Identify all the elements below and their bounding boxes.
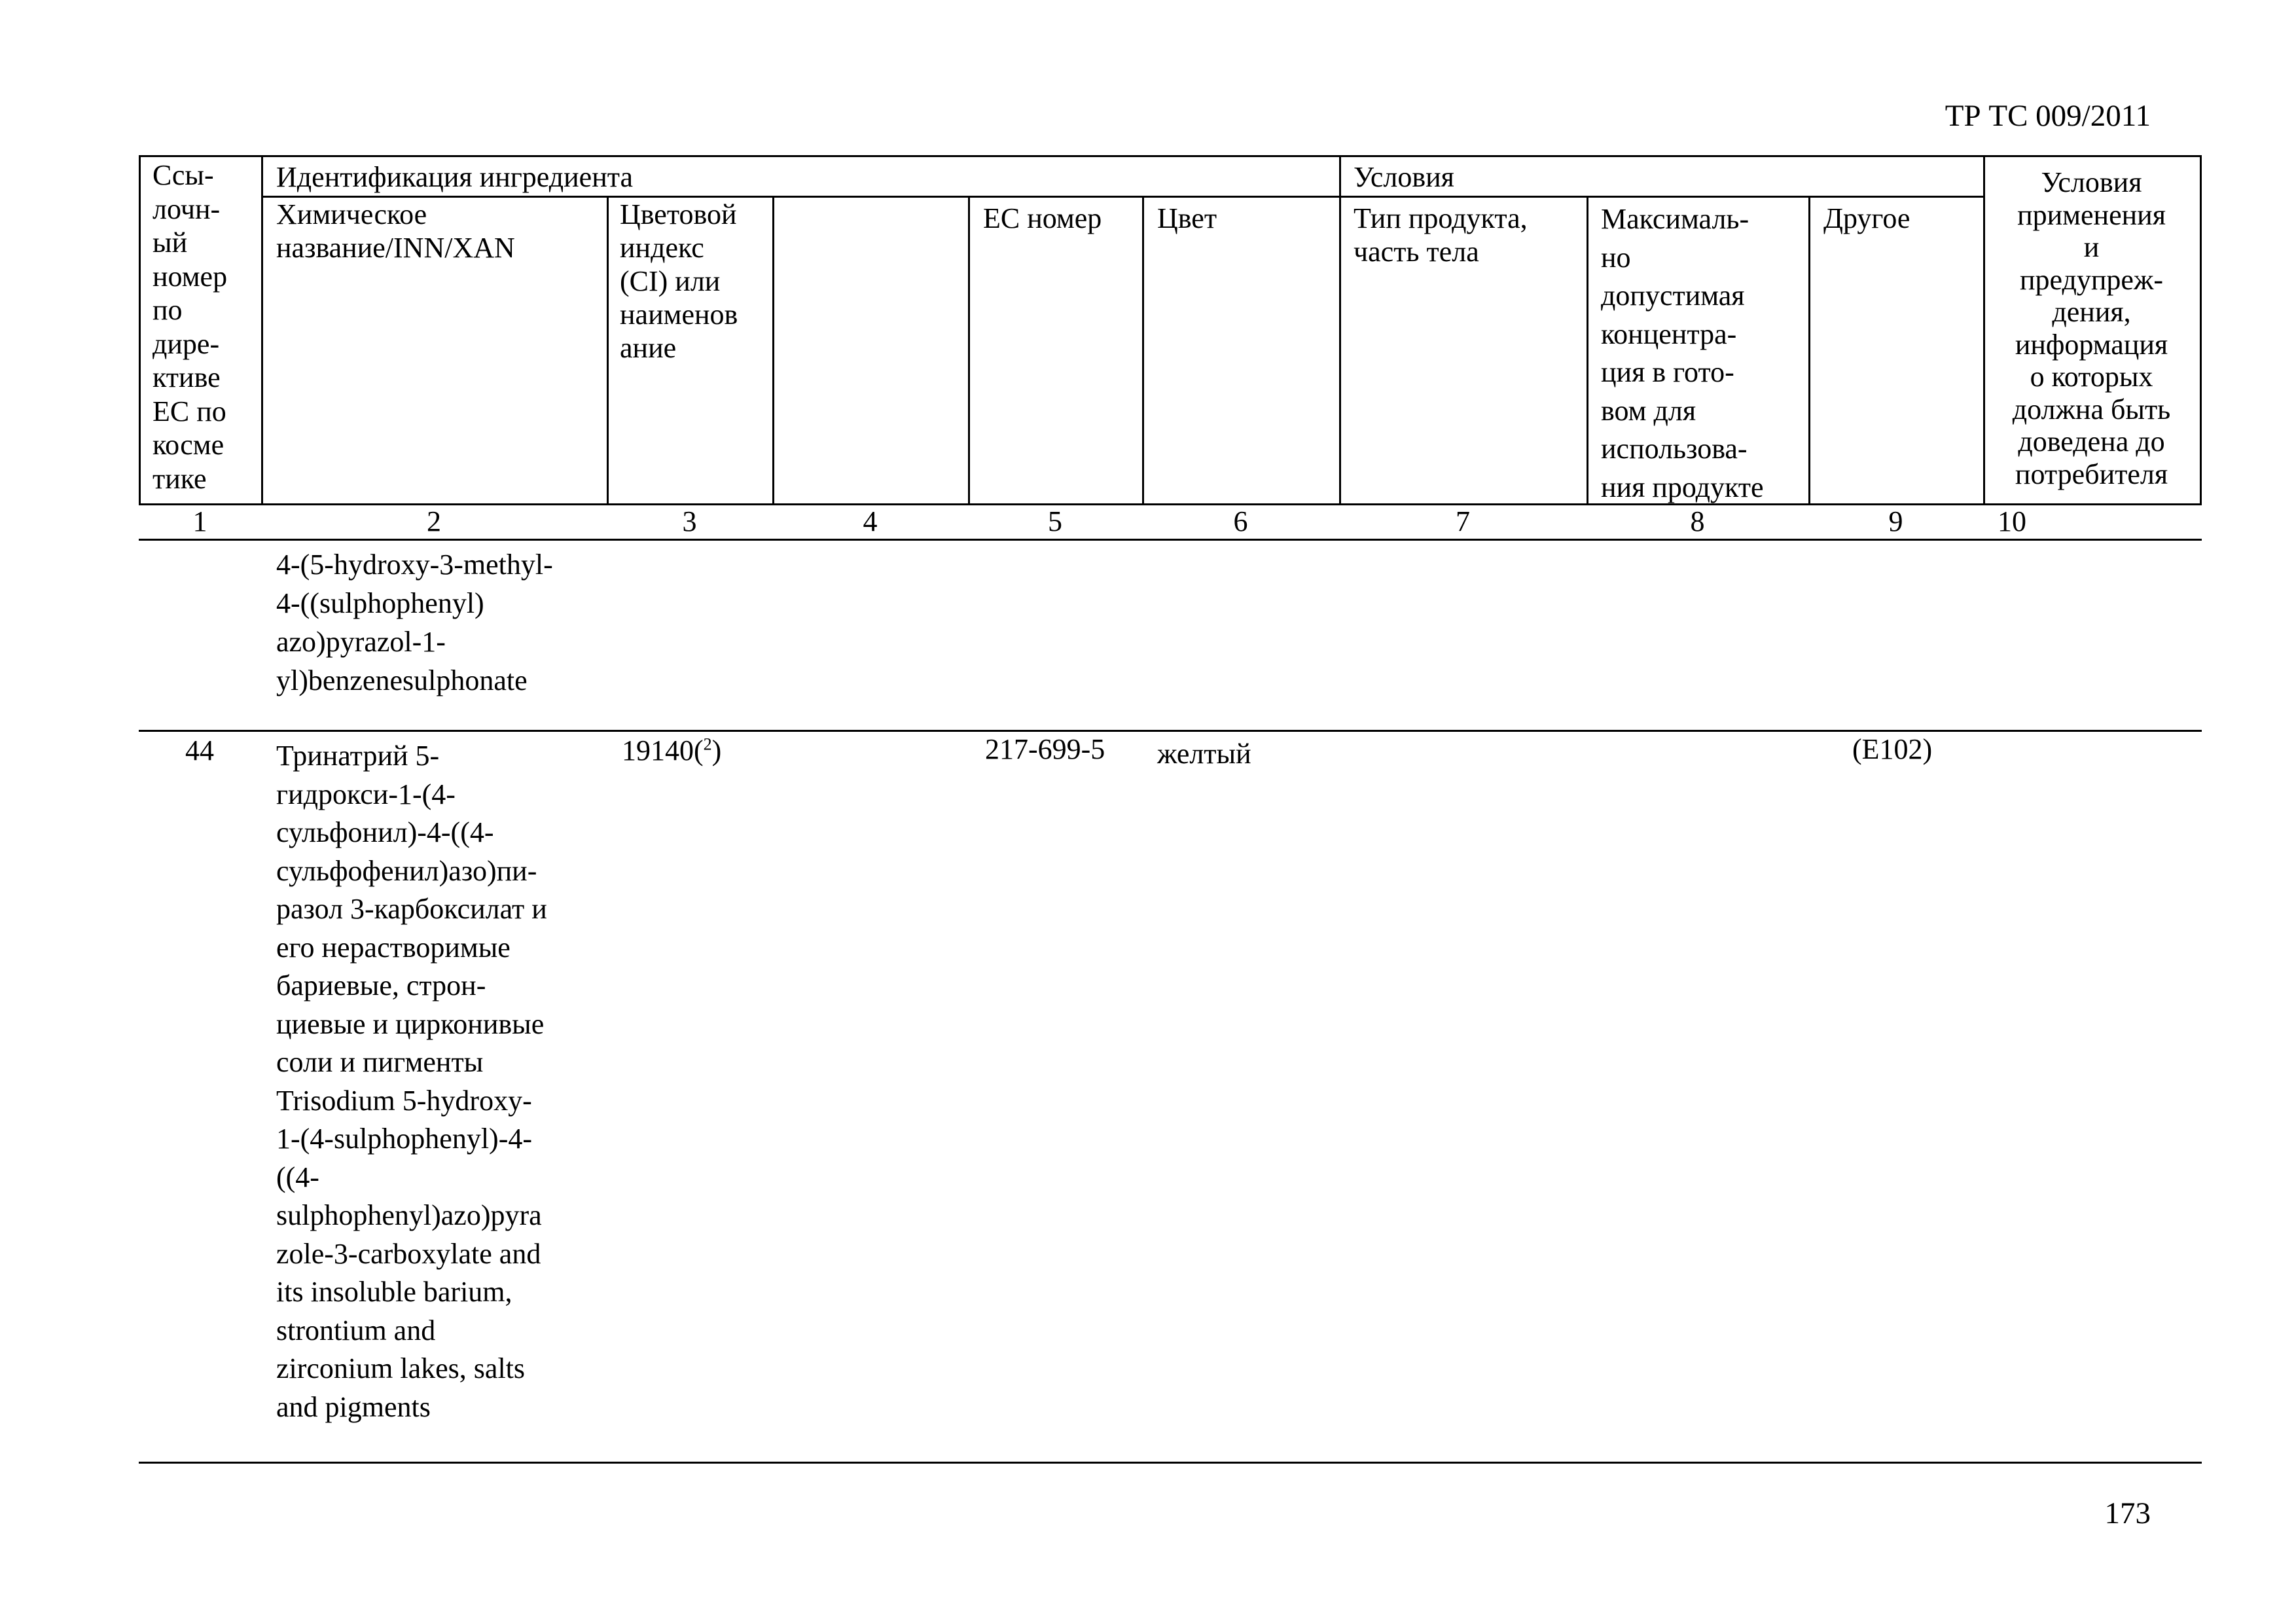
col-border — [772, 196, 774, 503]
table-top-rule — [139, 155, 2202, 157]
col-border — [139, 155, 141, 503]
column-numbers-rule — [139, 539, 2202, 541]
header-conditions-group: Условия — [1354, 161, 1454, 193]
footnote-ref: 2 — [703, 734, 712, 754]
col-border — [1339, 155, 1341, 503]
row-44-color-index: 19140($^2$) — [622, 734, 722, 767]
column-number: 7 — [1456, 505, 1470, 537]
header-other: Другое — [1823, 202, 1910, 234]
row-44-other: (E102) — [1852, 733, 1933, 765]
header-color-index: Цветовой индекс (CI) или наименов ание — [620, 198, 738, 364]
header-usage-conditions: Условия применения и предупреж- дения, информация о которых должна быть доведена до потребителя — [2012, 166, 2171, 490]
row-44-ec-number: 217-699-5 — [985, 733, 1105, 765]
column-number: 4 — [863, 505, 878, 537]
column-number: 6 — [1233, 505, 1248, 537]
column-number: 8 — [1690, 505, 1705, 537]
row-divider — [139, 730, 2202, 732]
row-44-color: желтый — [1157, 738, 1251, 770]
column-number: 9 — [1888, 505, 1903, 537]
page-number: 173 — [2104, 1496, 2151, 1530]
col-border — [261, 155, 263, 503]
subheader-rule — [261, 196, 1985, 198]
table-row-continuation-chemical-name: 4-(5-hydroxy-3-methyl- 4-((sulphophenyl) azo)pyrazol-1- yl)benzenesulphonate — [276, 549, 553, 696]
col-border — [2200, 155, 2202, 503]
header-color: Цвет — [1157, 202, 1217, 234]
column-number: 3 — [682, 505, 697, 537]
header-chemical-name: Химическое название/INN/XAN — [276, 198, 515, 264]
row-44-chemical-name: Тринатрий 5- гидрокси-1-(4- сульфонил)-4-((4- сульфофенил)азо)пи- разол 3-карбоксилат и его нерастворимые бариевые, строн- циевые и цирконивые соли и пигменты Trisodium 5-hydroxy- 1-(4-sulphophenyl)-4- ((4- sulphophenyl)azo)pyra zole-3-carboxylate and its insoluble barium, strontium and zirconium lakes, salts and pigments — [276, 740, 547, 1423]
column-number: 5 — [1048, 505, 1062, 537]
row-44-ref: 44 — [185, 734, 214, 767]
col-border — [968, 196, 970, 503]
header-product-type: Тип продукта, часть тела — [1354, 202, 1528, 268]
table-bottom-rule — [139, 1462, 2202, 1464]
document-code: ТР ТС 009/2011 — [1945, 99, 2151, 133]
column-number: 1 — [192, 505, 207, 537]
col-border — [1587, 196, 1588, 503]
header-ec-number: ЕС номер — [983, 202, 1102, 234]
col-border — [1808, 196, 1810, 503]
col-border — [1142, 196, 1144, 503]
col-border — [607, 196, 609, 503]
column-number: 2 — [427, 505, 441, 537]
column-number: 10 — [1998, 505, 2026, 537]
header-max-concentration: Максималь- но допустимая концентра- ция в гото- вом для использова- ния продукте — [1601, 203, 1764, 503]
header-ref-number: Ссы- лочн- ый номер по дире- ктиве ЕС по косме тике — [152, 159, 228, 495]
header-identification-group: Идентификация ингредиента — [276, 161, 634, 193]
